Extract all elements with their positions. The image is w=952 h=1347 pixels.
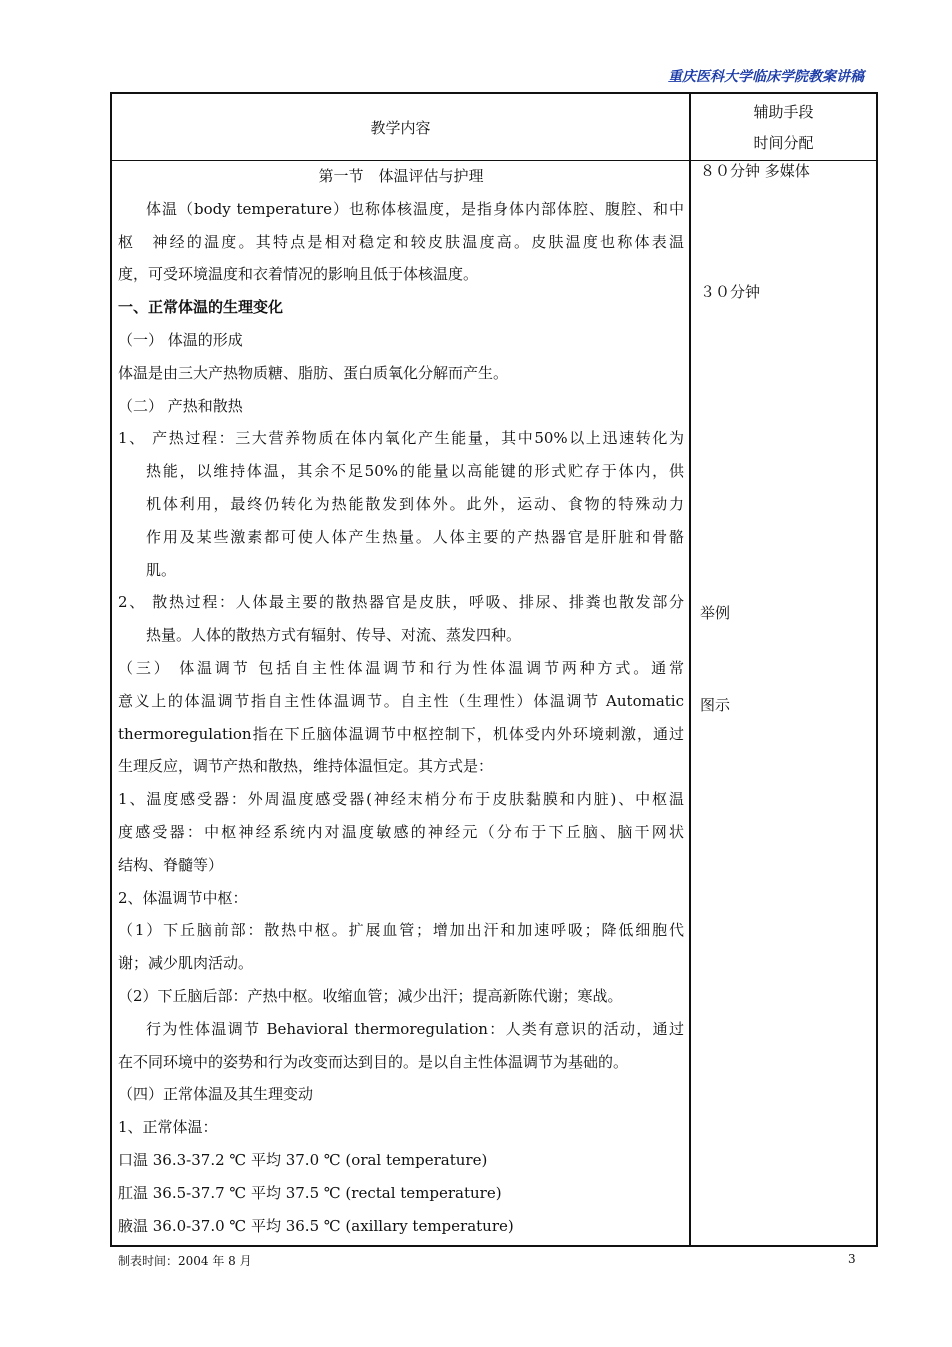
paragraph-line: 意义上的体温调节指自主性体温调节。自主性（生理性）体温调节 Automatic <box>118 691 684 710</box>
heading-level-1: 一、正常体温的生理变化 <box>118 298 284 317</box>
paragraph-line: 1、正常体温： <box>118 1118 218 1137</box>
paragraph-line: 体温是由三大产热物质糖、脂肪、蛋白质氧化分解而产生。 <box>118 363 509 382</box>
lesson-table <box>110 92 878 1247</box>
side-header-time: 时间分配 <box>753 134 814 152</box>
paragraph-line: 生理反应，调节产热和散热，维持体温恒定。其方式是： <box>118 757 494 776</box>
paragraph-line: 1、温度感受器：外周温度感受器(神经末梢分布于皮肤黏膜和内脏)、中枢温 <box>118 790 684 809</box>
list-item-line: 肌。 <box>146 560 177 579</box>
paragraph-line: 度感受器：中枢神经系统内对温度敏感的神经元（分布于下丘脑、脑干网状 <box>118 822 684 841</box>
list-item-line: 机体利用，最终仍转化为热能散发到体外。此外，运动、食物的特殊动力 <box>146 494 684 513</box>
paragraph-line: （2）下丘脑后部：产热中枢。收缩血管；减少出汗；提高新陈代谢；寒战。 <box>118 986 623 1005</box>
paragraph-line: （1）下丘脑前部：散热中枢。扩展血管；增加出汗和加速呼吸；降低细胞代 <box>118 921 684 940</box>
teaching-content <box>118 160 684 1242</box>
paragraph-line: 度，可受环境温度和衣着情况的影响且低于体核温度。 <box>118 265 479 284</box>
side-note-example: 举例 <box>700 604 731 622</box>
side-column-header <box>691 94 876 160</box>
temperature-line-oral: 口温 36.3-37.2 ℃ 平均 37.0 ℃ (oral temperature) <box>118 1150 488 1169</box>
list-item-line: 热量。人体的散热方式有辐射、传导、对流、蒸发四种。 <box>146 626 522 645</box>
paragraph-line: 结构、脊髓等） <box>118 855 224 874</box>
paragraph-line: 谢；减少肌肉活动。 <box>118 954 254 973</box>
paragraph-line: thermoregulation指在下丘脑体温调节中枢控制下，机体受内外环境刺激，通过 <box>118 724 684 743</box>
heading-level-2: （四）正常体温及其生理变动 <box>118 1085 314 1104</box>
heading-level-2: （二） 产热和散热 <box>118 396 243 415</box>
temperature-line-rectal: 肛温 36.5-37.7 ℃ 平均 37.5 ℃ (rectal temperature) <box>118 1183 502 1202</box>
list-item-line: 1、 产热过程：三大营养物质在体内氧化产生能量，其中50%以上迅速转化为 <box>118 429 684 448</box>
temperature-line-axillary: 腋温 36.0-37.0 ℃ 平均 36.5 ℃ (axillary temperature) <box>118 1216 514 1235</box>
footer-date: 制表时间：2004 年 8 月 <box>118 1254 252 1268</box>
side-header-aids: 辅助手段 <box>753 103 814 121</box>
list-item-line: 作用及某些激素都可使人体产生热量。人体主要的产热器官是肝脏和骨骼 <box>146 527 684 546</box>
side-note-time-30: ３０分钟 <box>700 283 761 301</box>
side-note-diagram: 图示 <box>700 696 731 714</box>
document-brand-header: 重庆医科大学临床学院教案讲稿 <box>668 69 864 85</box>
page-number: 3 <box>848 1252 856 1266</box>
paragraph-line: 枢 神经的温度。其特点是相对稳定和较皮肤温度高。皮肤温度也称体表温 <box>118 232 684 251</box>
side-note-time-multimedia: ８０分钟 多媒体 <box>700 162 810 180</box>
paragraph-line: （三） 体温调节 包括自主性体温调节和行为性体温调节两种方式。通常 <box>118 658 684 677</box>
heading-level-2: （一） 体温的形成 <box>118 330 243 349</box>
section-title: 第一节 体温评估与护理 <box>318 167 484 185</box>
paragraph-line: 行为性体温调节 Behavioral thermoregulation：人类有意识的活动，通过 <box>146 1019 684 1038</box>
column-divider <box>689 94 691 1245</box>
paragraph-line: 在不同环境中的姿势和行为改变而达到目的。是以自主性体温调节为基础的。 <box>118 1052 629 1071</box>
paragraph-line: 2、体温调节中枢： <box>118 888 248 907</box>
list-item-line: 热能，以维持体温，其余不足50%的能量以高能键的形式贮存于体内，供 <box>146 462 684 481</box>
main-column-header: 教学内容 <box>370 118 431 137</box>
list-item-line: 2、 散热过程：人体最主要的散热器官是皮肤，呼吸、排尿、排粪也散发部分 <box>118 593 684 612</box>
paragraph-line: 体温（body temperature）也称体核温度，是指身体内部体腔、腹腔、和中 <box>146 199 684 218</box>
